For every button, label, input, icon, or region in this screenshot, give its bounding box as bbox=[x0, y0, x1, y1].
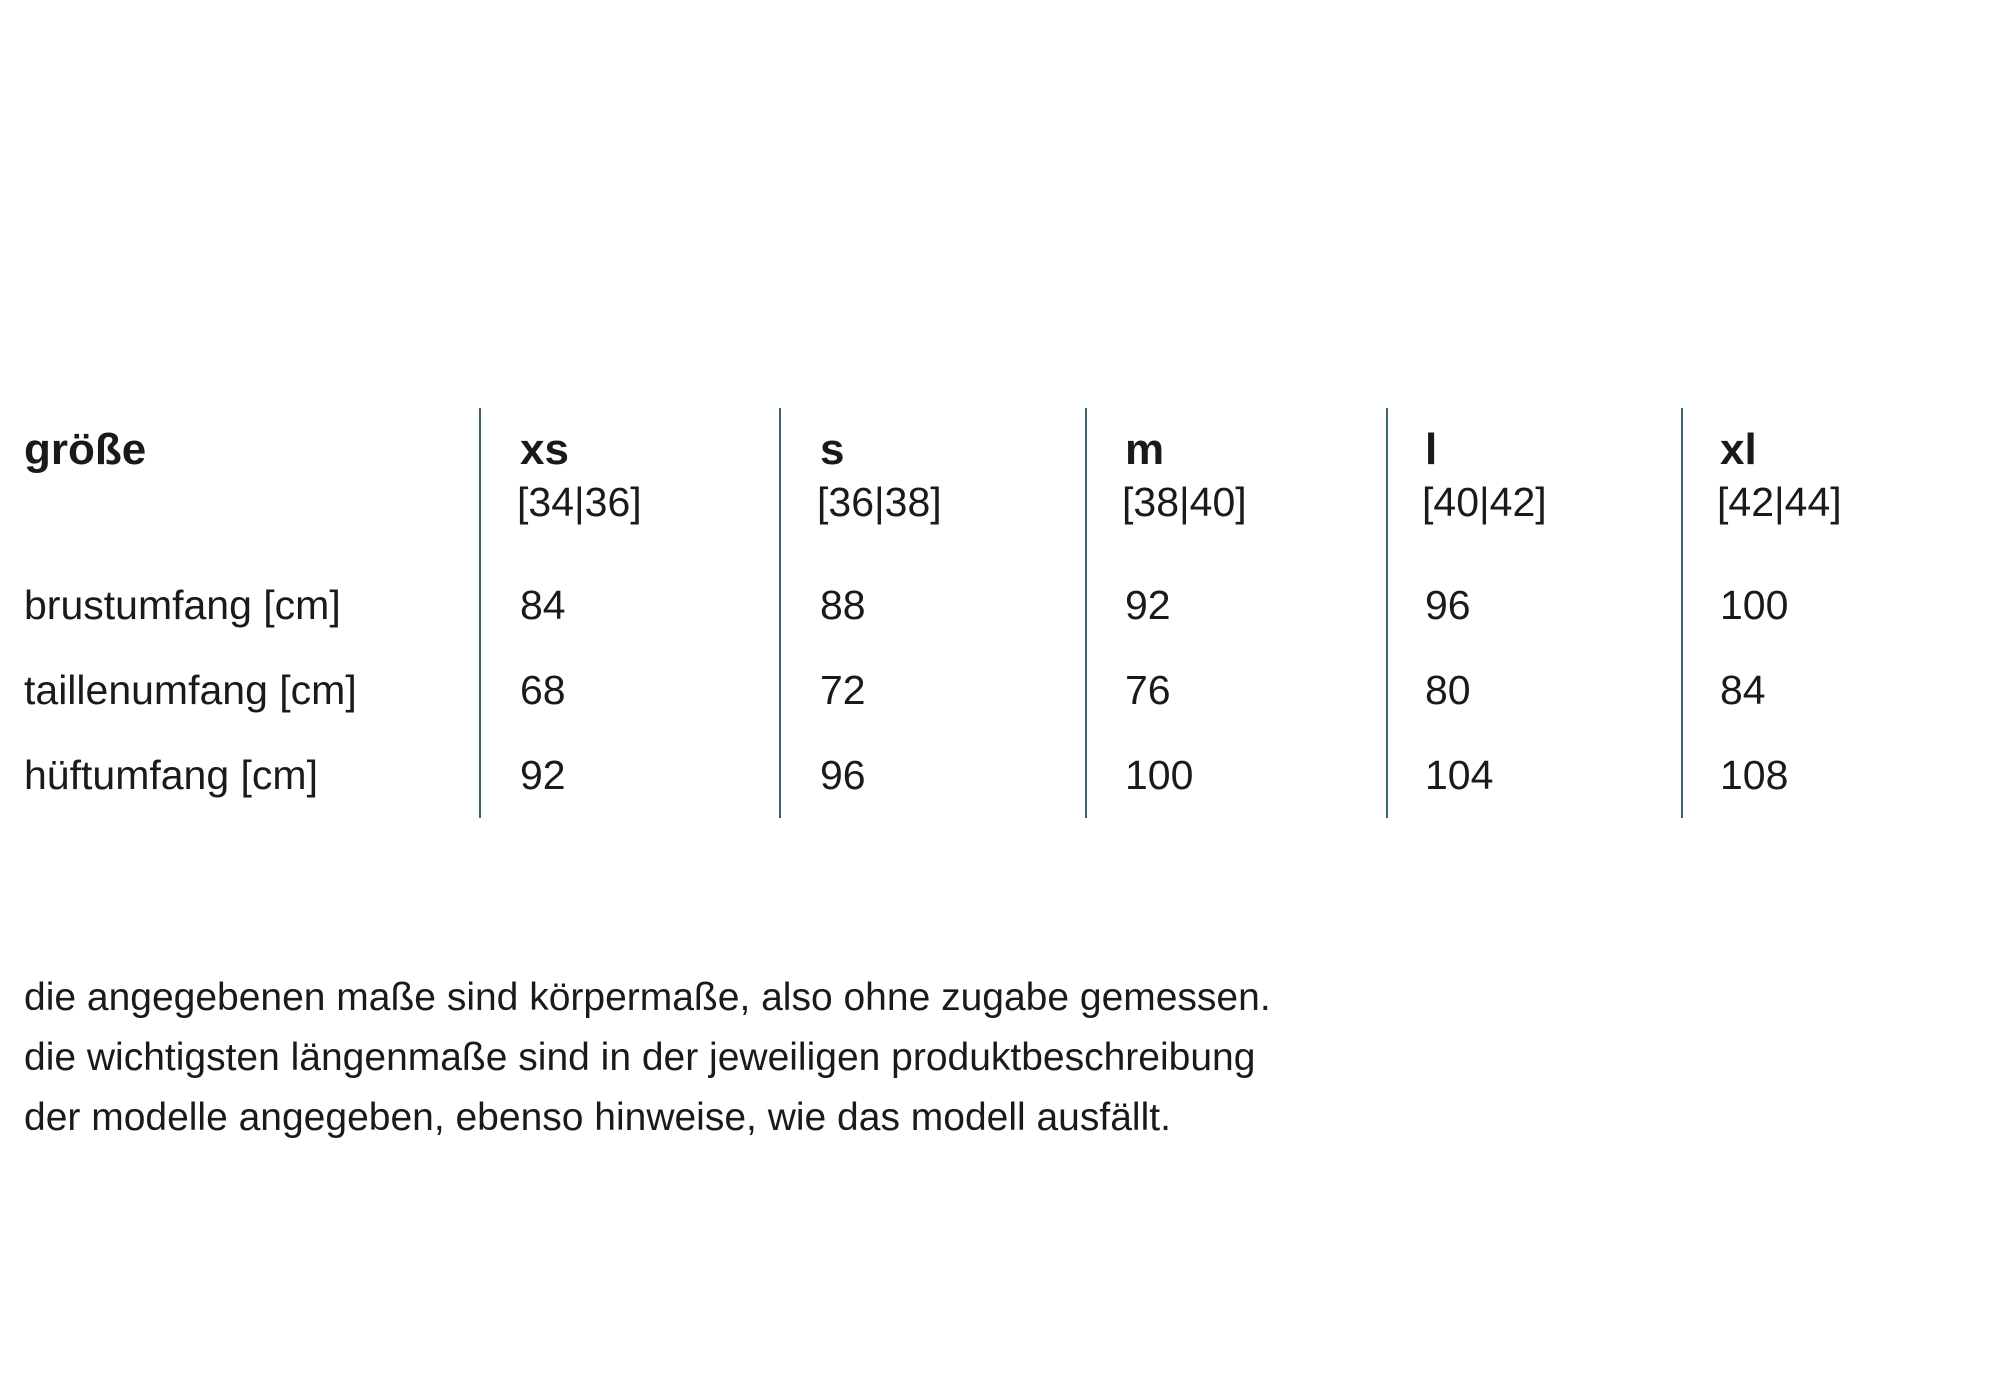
row-label-hip: hüftumfang [cm] bbox=[24, 752, 318, 798]
size-name: xl bbox=[1720, 425, 1757, 474]
table-cell: 88 bbox=[820, 582, 866, 628]
table-cell: 100 bbox=[1720, 582, 1789, 628]
size-column-s bbox=[817, 0, 1110, 1374]
size-name: m bbox=[1125, 425, 1165, 474]
table-cell: 104 bbox=[1425, 752, 1494, 798]
table-cell: 76 bbox=[1125, 667, 1171, 713]
size-name: l bbox=[1425, 425, 1438, 474]
size-eu-range: [38|40] bbox=[1122, 479, 1247, 525]
table-cell: 68 bbox=[520, 667, 566, 713]
size-eu-range: [42|44] bbox=[1717, 479, 1842, 525]
table-cell: 92 bbox=[520, 752, 566, 798]
note-line: die angegebenen maße sind körpermaße, also ohne zugabe gemessen. bbox=[24, 976, 1271, 1019]
table-cell: 84 bbox=[520, 582, 566, 628]
size-column-m bbox=[1122, 0, 1415, 1374]
table-cell: 72 bbox=[820, 667, 866, 713]
size-column-xl bbox=[1717, 0, 2000, 1374]
size-eu-range: [36|38] bbox=[817, 479, 942, 525]
size-header-label: größe bbox=[24, 425, 147, 474]
table-cell: 96 bbox=[820, 752, 866, 798]
table-cell: 92 bbox=[1125, 582, 1171, 628]
column-divider bbox=[479, 408, 481, 818]
table-cell: 84 bbox=[1720, 667, 1766, 713]
size-column-xs bbox=[517, 0, 810, 1374]
size-eu-range: [34|36] bbox=[517, 479, 642, 525]
table-cell: 108 bbox=[1720, 752, 1789, 798]
measurement-note bbox=[24, 968, 1271, 1148]
row-label-chest: brustumfang [cm] bbox=[24, 582, 341, 628]
table-cell: 96 bbox=[1425, 582, 1471, 628]
table-cell: 80 bbox=[1425, 667, 1471, 713]
note-line: die wichtigsten längenmaße sind in der jeweiligen produktbeschreibung bbox=[24, 1036, 1256, 1079]
size-column-l bbox=[1422, 0, 1715, 1374]
size-eu-range: [40|42] bbox=[1422, 479, 1547, 525]
size-name: xs bbox=[520, 425, 569, 474]
size-name: s bbox=[820, 425, 845, 474]
row-label-waist: taillenumfang [cm] bbox=[24, 667, 357, 713]
table-cell: 100 bbox=[1125, 752, 1194, 798]
note-line: der modelle angegeben, ebenso hinweise, wie das modell ausfällt. bbox=[24, 1096, 1171, 1139]
